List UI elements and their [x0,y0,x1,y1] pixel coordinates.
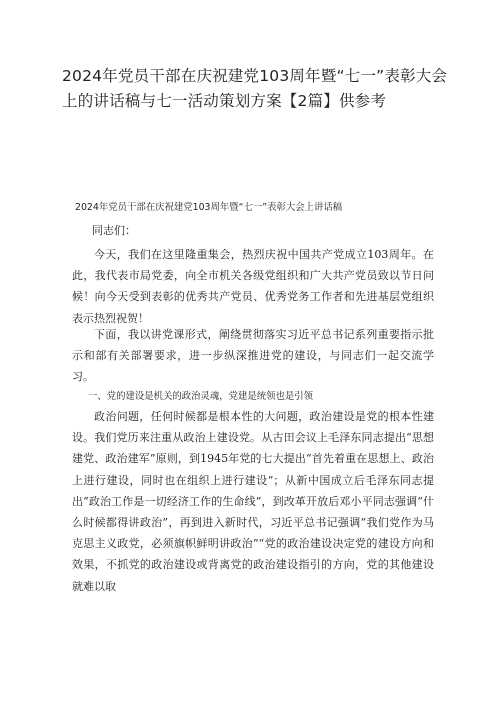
paragraph-intro: 下面，我以讲党课形式，阐绕贯彻落实习近平总书记系列重要指示批示和部有关部署要求，进一步纵深推进党的建设，与同志们一起交流学习。 [72,328,434,384]
subheading-political-building: 一、党的建设是机关的政治灵魂，党建是统领也是引领 [88,391,314,402]
paragraph-opening: 今天，我们在这里隆重集会，热烈庆祝中国共产党成立103周年。在此，我代表市局党委，向全市机关各级党组织和广大共产党员致以节日问候！向今天受到表彰的优秀共产党员、优秀党务工作者和先进基层党组织表示热烈祝贺！ [72,248,434,325]
greeting: 同志们： [92,224,136,237]
paragraph-political-building: 政治问题，任何时候都是根本性的大问题，政治建设是党的根本性建设。我们党历来注重从政治上建设党。从古田会议上毛泽东同志提出“思想建党、政治建军”原则，到1945年党的七大提出“首先着重在思想上、政治上进行建设，同时也在组织上进行建设”；从新中国成立后毛泽东同志提出“政治工作是一切经济工作的生命线”，到改革开放后邓小平同志强调“什么时候都得讲政治”，再到进入新时代，习近平总书记强调“我们党作为马克思主义政党，必须旗帜鲜明讲政治”“党的政治建设决定党的建设方向和效果，不抓党的政治建设或背离党的政治建设指引的方向，党的其他建设就难以取 [72,410,434,593]
section-heading: 2024年党员干部在庆祝建党103周年暨“七一”表彰大会上讲话稿 [75,202,343,213]
document-title: 2024年党员干部在庆祝建党103周年暨“七一”表彰大会上的讲话稿与七一活动策划方案【2篇】供参考 [62,67,448,110]
